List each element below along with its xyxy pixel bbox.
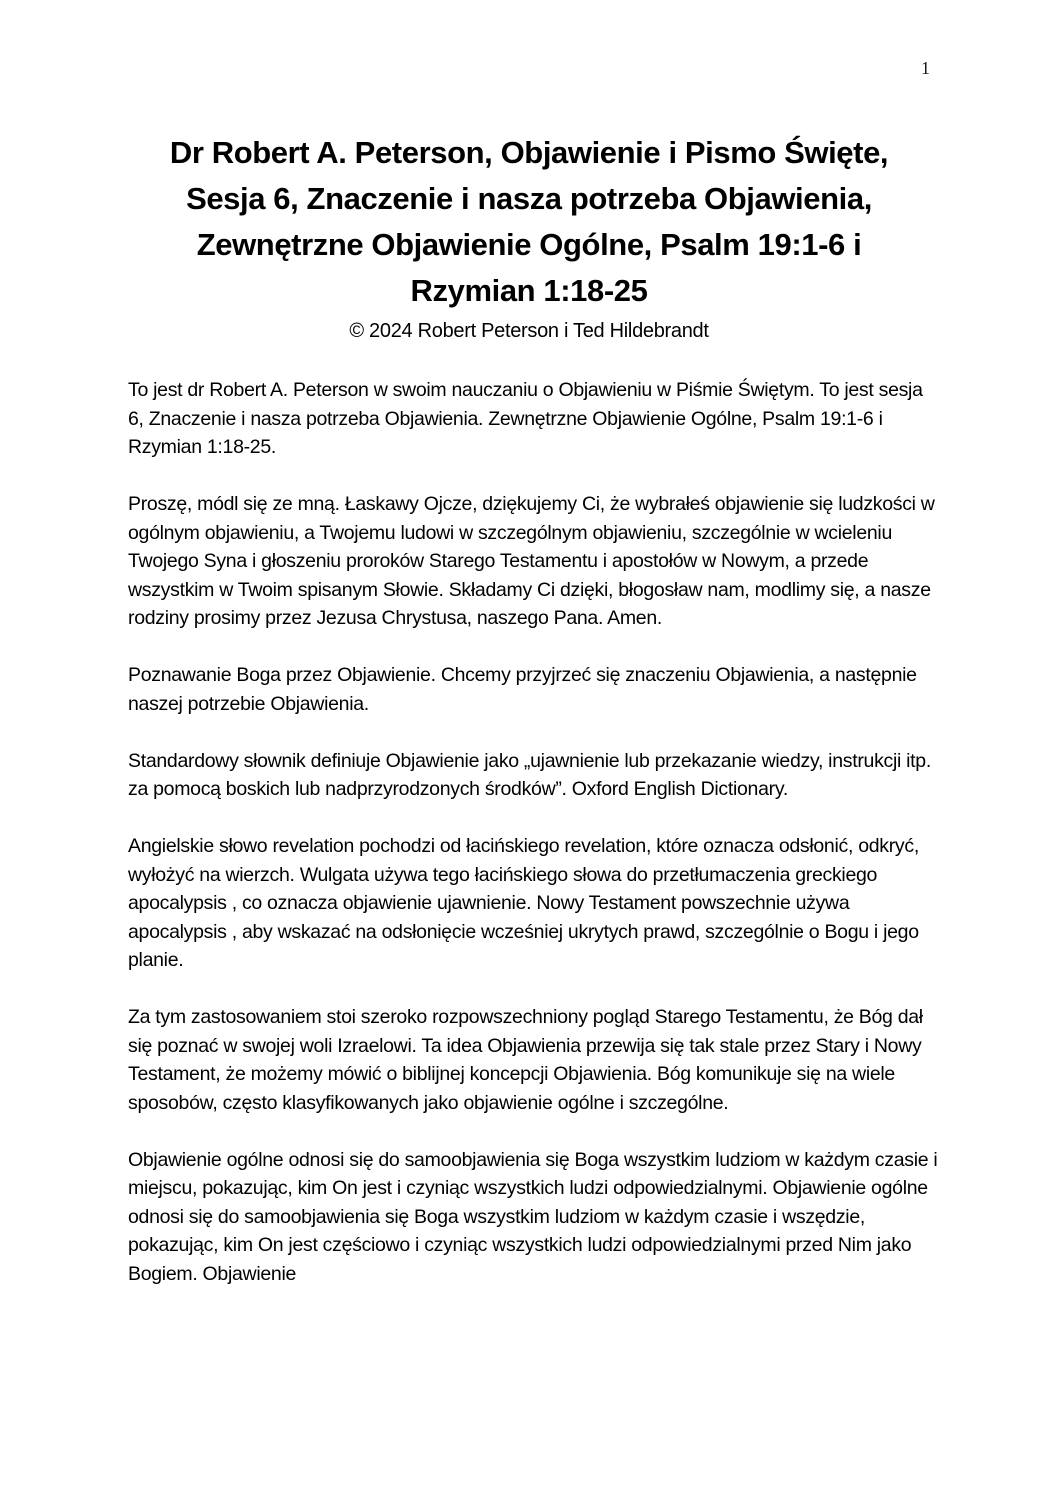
paragraph-general-revelation: Objawienie ogólne odnosi się do samoobjawienia się Boga wszystkim ludziom w każdym czasie i miejscu, pokazując, kim On jest i czyniąc wszystkich ludzi odpowiedzialnymi. Objawienie ogólne odnosi się do samoobjawienia się Boga wszystkim ludziom w każdym czasie i wszędzie, pokazując, kim On jest częściowo i czyniąc wszystkich ludzi odpowiedzialnymi przed Nim jako Bogiem. Objawienie [128, 1148, 938, 1285]
paragraph-dictionary: Standardowy słownik definiuje Objawienie jako „ujawnienie lub przekazanie wiedzy, instrukcji itp. za pomocą boskich lub nadprzyrodzonych środków”. Oxford English Dictionary. [128, 749, 931, 800]
title-line-4: Rzymian 1:18-25 [410, 273, 648, 308]
paragraph-knowing-god: Poznawanie Boga przez Objawienie. Chcemy przyjrzeć się znaczeniu Objawienia, a następnie naszej potrzebie Objawienia. [128, 664, 917, 715]
copyright-line: © 2024 Robert Peterson i Ted Hildebrandt [349, 320, 709, 342]
page-number: 1 [921, 58, 930, 78]
paragraph-ot-usage: Za tym zastosowaniem stoi szeroko rozpowszechniony pogląd Starego Testamentu, że Bóg dał się poznać w swojej woli Izraelowi. Ta idea Objawienia przewija się tak stale przez Stary i Nowy Testament, że możemy mówić o biblijnej koncepcji Objawienia. Bóg komunikuje się na wiele sposobów, często klasyfikowanych jako objawienie ogólne i szczególne. [128, 1006, 923, 1114]
paragraph-prayer: Proszę, módl się ze mną. Łaskawy Ojcze, dziękujemy Ci, że wybrałeś objawienie się ludzkości w ogólnym objawieniu, a Twojemu ludowi w szczególnym objawieniu, szczególnie w wcieleniu Twojego Syna i głoszeniu proroków Starego Testamentu i apostołów w Nowym, a przede wszystkim w Twoim spisanym Słowie. Składamy Ci dzięki, błogosław nam, modlimy się, a nasze rodziny prosimy przez Jezusa Chrystusa, naszego Pana. Amen. [128, 493, 935, 629]
document-title [0, 0, 1058, 314]
document-body [128, 376, 940, 1288]
title-line-2: Sesja 6, Znaczenie i nasza potrzeba Objawienia, [186, 181, 872, 216]
title-line-3: Zewnętrzne Objawienie Ogólne, Psalm 19:1-6 i [196, 227, 862, 262]
paragraph-etymology: Angielskie słowo revelation pochodzi od łacińskiego revelation, które oznacza odsłonić, odkryć, wyłożyć na wierzch. Wulgata używa tego łacińskiego słowa do przetłumaczenia greckiego apocalypsis , co oznacza objawienie ujawnienie. Nowy Testament powszechnie używa apocalypsis , aby wskazać na odsłonięcie wcześniej ukrytych prawd, szczególnie o Bogu i jego planie. [128, 835, 919, 971]
paragraph-intro: To jest dr Robert A. Peterson w swoim nauczaniu o Objawieniu w Piśmie Świętym. To jest sesja 6, Znaczenie i nasza potrzeba Objawienia. Zewnętrzne Objawienie Ogólne, Psalm 19:1-6 i Rzymian 1:18-25. [128, 379, 923, 458]
title-line-1: Dr Robert A. Peterson, Objawienie i Pismo Święte, [169, 135, 889, 170]
